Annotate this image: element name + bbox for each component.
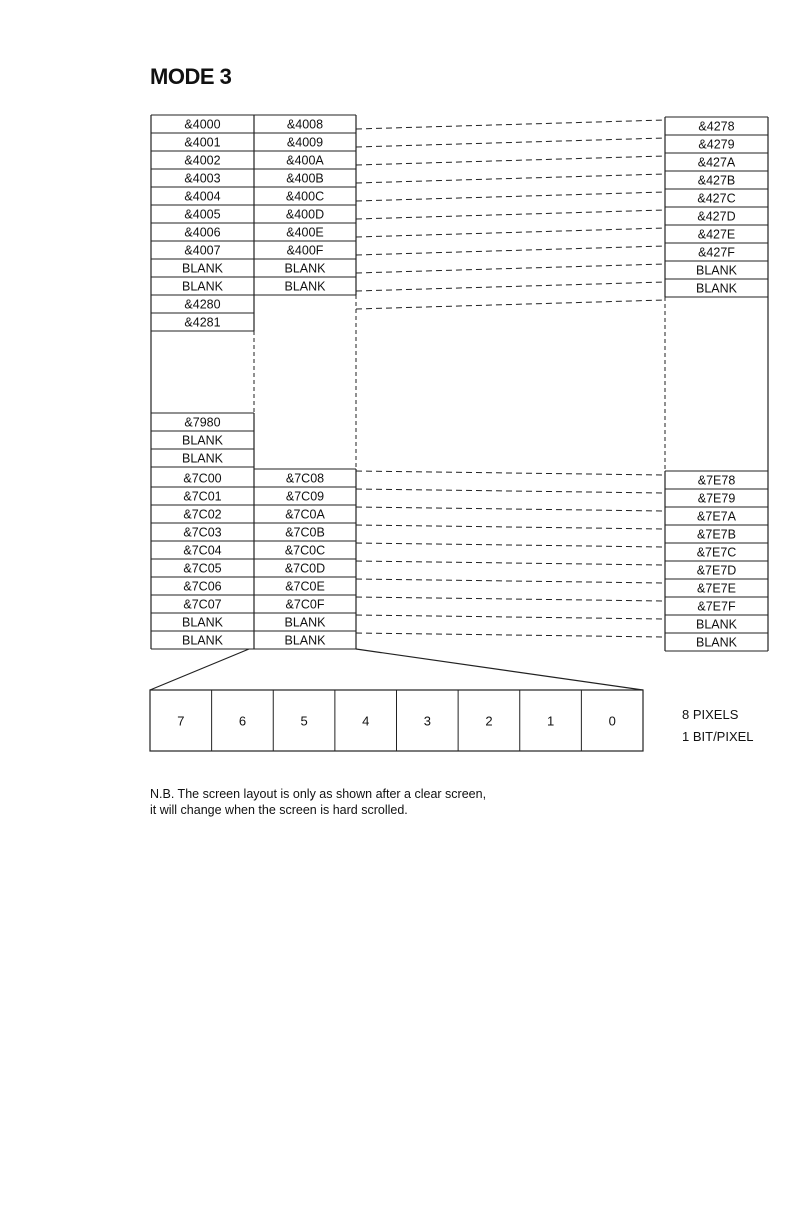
- row-connector: [356, 543, 665, 547]
- byte-expansion: [150, 649, 643, 751]
- col-last-top-cell: BLANK: [696, 281, 737, 296]
- col1-bottom-cell: BLANK: [182, 615, 223, 630]
- col-last-top-cell: &4278: [698, 119, 735, 134]
- bit-2: 2: [485, 713, 493, 729]
- funnel-left: [150, 649, 249, 690]
- col1-cont-cell: &4281: [184, 315, 221, 330]
- row-connector: [356, 525, 665, 529]
- row-connector: [356, 264, 665, 273]
- col2-top-cell: &400A: [286, 153, 324, 168]
- bit-7: 7: [177, 713, 185, 729]
- bit-5: 5: [300, 713, 308, 729]
- col2-bottom-cell: BLANK: [284, 633, 326, 648]
- col2-bottom-cell: &7C0C: [284, 543, 326, 558]
- col-last-top-cell: &427A: [697, 155, 736, 170]
- col-last-bottom-cell: &7E7D: [696, 563, 737, 578]
- col-last-bottom-cell: &7E7F: [697, 599, 736, 614]
- col2-bottom-cell: &7C0E: [285, 579, 325, 594]
- diagram-frame: [151, 115, 768, 651]
- bit-1: 1: [546, 713, 555, 729]
- funnel-right: [356, 649, 643, 690]
- col-last-top-cell: &4279: [698, 137, 735, 152]
- row-connector: [356, 282, 665, 291]
- bit-6: 6: [238, 713, 247, 729]
- col1-bottom-cell: &7C05: [183, 561, 222, 576]
- col-last-top-cell: &427E: [697, 227, 736, 242]
- col-last-bottom-cell: &7E79: [697, 491, 736, 506]
- col2-top-cell: &400C: [285, 189, 325, 204]
- col1-bottom-cell: &7C00: [183, 471, 222, 486]
- col2-bottom-cell: &7C0D: [284, 561, 326, 576]
- row-connectors: [356, 120, 665, 637]
- row-connector: [356, 156, 665, 165]
- col-last-bottom-cell: &7E78: [697, 473, 736, 488]
- col1-top-cell: &4002: [184, 153, 221, 168]
- col2-bottom-cell: &7C0F: [285, 597, 325, 612]
- col2-bottom-cell: &7C0A: [285, 507, 325, 522]
- col-last-bottom-cell: BLANK: [696, 635, 737, 650]
- col1-top-cell: BLANK: [182, 261, 223, 276]
- col2-top-cell: BLANK: [284, 279, 326, 294]
- col1-top-cell: &4000: [184, 117, 221, 132]
- col1-top-cell: &4005: [184, 207, 221, 222]
- row-connector: [356, 138, 665, 147]
- footnote-line-1: N.B. The screen layout is only as shown after a clear screen,: [150, 787, 487, 801]
- col1-bottom-cell: &7C02: [183, 507, 222, 522]
- col-last-bottom-cell: BLANK: [696, 617, 737, 632]
- col1-cont-end-cell: BLANK: [182, 451, 223, 466]
- col1-top-cell: &4001: [184, 135, 221, 150]
- col1-top-cell: &4003: [184, 171, 221, 186]
- col1-bottom-cell: BLANK: [182, 633, 223, 648]
- col1-bottom-cell: &7C06: [183, 579, 222, 594]
- row-connector: [356, 489, 665, 493]
- col2-top-cell: &400E: [286, 225, 324, 240]
- col2-bottom-cell: &7C0B: [285, 525, 325, 540]
- footnote-line-2: it will change when the screen is hard scrolled.: [150, 803, 408, 817]
- col2-top-cell: &4009: [286, 135, 324, 150]
- col1-cont-end-cell: BLANK: [182, 433, 223, 448]
- row-connector: [356, 300, 665, 309]
- col1-top-cell: &4006: [184, 225, 221, 240]
- col-last-bottom-cell: &7E7B: [697, 527, 736, 542]
- row-connector: [356, 228, 665, 237]
- col-last-bottom-cell: &7E7C: [696, 545, 737, 560]
- row-connector: [356, 597, 665, 601]
- col1-bottom-cell: &7C07: [183, 597, 222, 612]
- col1-bottom-cell: &7C03: [183, 525, 222, 540]
- col1-bottom-cell: &7C04: [183, 543, 222, 558]
- col-last-top-cell: &427B: [697, 173, 736, 188]
- row-connector: [356, 120, 665, 129]
- pixels-label: 8 PIXELS: [682, 707, 739, 722]
- col1-top-cell: BLANK: [182, 279, 223, 294]
- row-connector: [356, 192, 665, 201]
- row-connector: [356, 633, 665, 637]
- row-connector: [356, 246, 665, 255]
- footnote: [150, 786, 610, 818]
- col-last-top-cell: &427C: [697, 191, 736, 206]
- col2-bottom-cell: &7C08: [285, 471, 325, 486]
- col2-top-cell: &400D: [285, 207, 325, 222]
- col1-top-cell: &4007: [184, 243, 221, 258]
- bits-per-pixel-label: 1 BIT/PIXEL: [682, 729, 754, 744]
- col2-bottom-cell: BLANK: [284, 615, 326, 630]
- col-last-bottom-cell: &7E7A: [697, 509, 736, 524]
- col1-cont-cell: &4280: [184, 297, 221, 312]
- row-connector: [356, 471, 665, 475]
- col-last-top-cell: &427D: [697, 209, 736, 224]
- row-connector: [356, 507, 665, 511]
- bit-3: 3: [423, 713, 431, 729]
- col2-top-cell: &400B: [286, 171, 324, 186]
- col-last-top-cell: &427F: [698, 245, 735, 260]
- address-cells: [182, 118, 738, 650]
- page-title: MODE 3: [150, 64, 232, 89]
- row-connector: [356, 615, 665, 619]
- col2-top-cell: &4008: [286, 117, 324, 132]
- bit-4: 4: [362, 713, 370, 729]
- row-connector: [356, 210, 665, 219]
- col1-cont-end-cell: &7980: [184, 415, 221, 430]
- row-connector: [356, 579, 665, 583]
- bit-0: 0: [608, 713, 616, 729]
- col2-top-cell: &400F: [286, 243, 324, 258]
- col-last-bottom-cell: &7E7E: [697, 581, 736, 596]
- col1-top-cell: &4004: [184, 189, 221, 204]
- row-connector: [356, 174, 665, 183]
- col-last-top-cell: BLANK: [696, 263, 737, 278]
- col2-top-cell: BLANK: [284, 261, 326, 276]
- row-connector: [356, 561, 665, 565]
- col2-bottom-cell: &7C09: [285, 489, 325, 504]
- col1-bottom-cell: &7C01: [183, 489, 222, 504]
